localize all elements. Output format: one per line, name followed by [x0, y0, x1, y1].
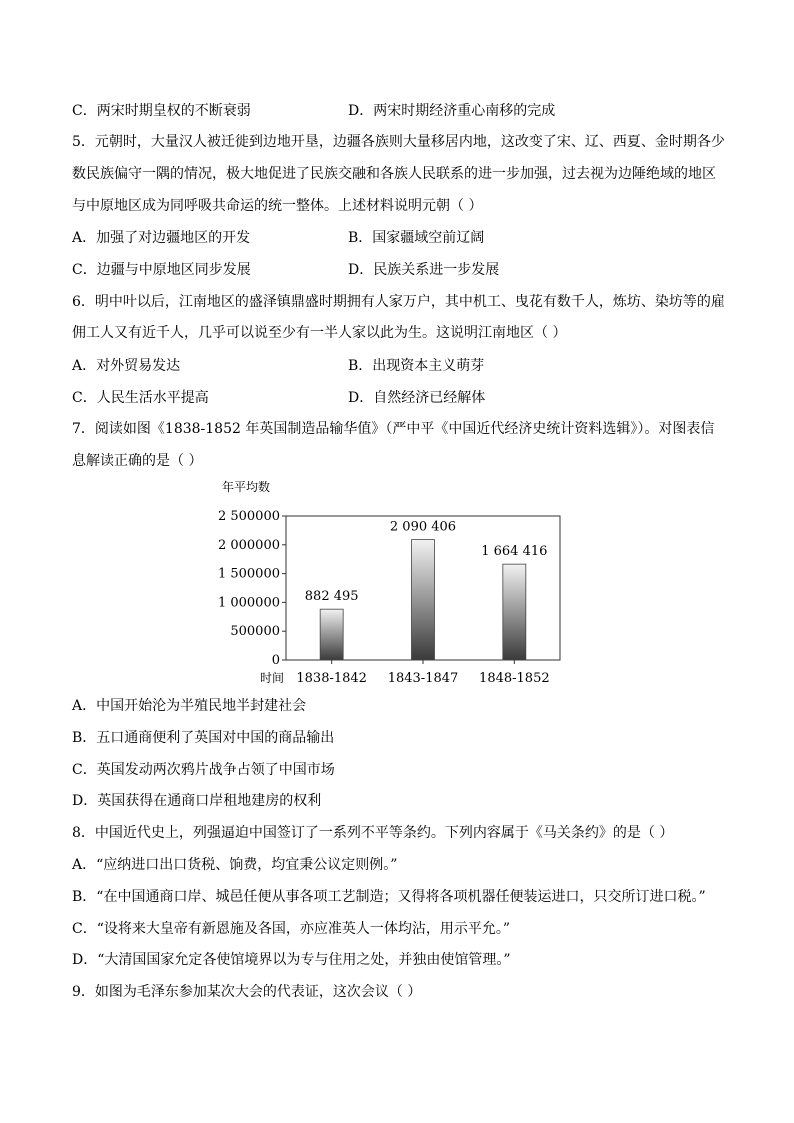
bar [320, 609, 343, 660]
y-tick-label: 1 000000 [218, 595, 280, 611]
y-tick-label: 0 [271, 653, 280, 668]
q5-option-a: A．加强了对边疆地区的开发 [72, 230, 251, 246]
q8-option-a: A．“应纳进口出口货税、饷费，均宜秉公议定则例。” [72, 857, 398, 873]
bar-data-label: 2 090 406 [389, 519, 457, 535]
q6-option-b: B．出现资本主义萌芽 [348, 358, 485, 374]
q8-option-c: C．“设将来大皇帝有新恩施及各国，亦应准英人一体均沾，用示平允。” [72, 921, 511, 937]
q6-option-c: C．人民生活水平提高 [72, 390, 209, 406]
y-tick-label: 2 000000 [218, 537, 280, 553]
y-tick-label: 2 500000 [218, 509, 280, 524]
q7-option-a: A．中国开始沦为半殖民地半封建社会 [72, 698, 307, 714]
q5-option-b: B．国家疆域空前辽阔 [348, 230, 485, 246]
q7-stem-line-2: 息解读正确的是（ ） [72, 453, 203, 469]
q5-stem-line-1: 5．元朝时，大量汉人被迁徙到边地开垦，边疆各族则大量移居内地，这改变了宋、辽、西夏、金时期各少 [72, 134, 725, 150]
q7-option-c: C．英国发动两次鸦片战争占领了中国市场 [72, 762, 335, 778]
y-tick-label: 500000 [230, 624, 280, 640]
q6-option-d: D．自然经济已经解体 [348, 390, 486, 406]
q7-option-d: D．英国获得在通商口岸租地建房的权利 [72, 793, 322, 809]
q5-option-c: C．边疆与中原地区同步发展 [72, 262, 251, 278]
q8-option-d: D．“大清国国家允定各使馆境界以为专与住用之处，并独由使馆管理。” [72, 952, 511, 968]
q4-option-d: D．两宋时期经济重心南移的完成 [348, 103, 556, 119]
x-tick-label: 1848-1852 [479, 671, 550, 686]
bar [412, 540, 435, 660]
bar [503, 564, 526, 660]
q7-option-b: B．五口通商便利了英国对中国的商品输出 [72, 730, 335, 746]
x-tick-label: 1843-1847 [387, 671, 459, 686]
q8-stem: 8．中国近代史上，列强逼迫中国签订了一系列不平等条约。下列内容属于《马关条约》的是（ ） [72, 825, 674, 841]
x-tick-label: 1838-1842 [296, 671, 367, 686]
x-axis-label: 时间 [259, 671, 285, 685]
q8-option-b: B．“在中国通商口岸、城邑任便从事各项工艺制造；又得将各项机器任便装运进口，只交所订进口税。” [72, 889, 706, 905]
bar-data-label: 882 495 [304, 589, 359, 605]
q4-option-c: C．两宋时期皇权的不断衰弱 [72, 103, 251, 119]
q5-stem-line-3: 与中原地区成为同呼吸共命运的统一整体。上述材料说明元朝（ ） [72, 198, 483, 214]
q6-stem-line-2: 佣工人又有近千人，几乎可以说至少有一半人家以此为生。这说明江南地区（ ） [72, 325, 567, 341]
q6-stem-line-1: 6．明中叶以后，江南地区的盛泽镇鼎盛时期拥有人家万户，其中机工、曳花有数千人，炼坊、染坊等的雇 [72, 294, 725, 310]
q9-stem: 9．如图为毛泽东参加某次大会的代表证，这次会议（ ） [72, 984, 422, 1000]
q5-stem-line-2: 数民族偏守一隅的情况，极大地促进了民族交融和各族人民联系的进一步加强，过去视为边陲绝域的地区 [72, 166, 716, 182]
y-tick-label: 1 500000 [218, 566, 280, 582]
bar-data-label: 1 664 416 [481, 544, 548, 560]
trade-bar-chart [218, 476, 568, 688]
q5-option-d: D．民族关系进一步发展 [348, 262, 500, 278]
y-axis-label: 年平均数 [222, 480, 271, 494]
q6-option-a: A．对外贸易发达 [72, 358, 181, 374]
q7-stem-line-1: 7．阅读如图《1838-1852 年英国制造品输华值》（严中平《中国近代经济史统计资料选辑》）。对图表信 [72, 421, 715, 437]
